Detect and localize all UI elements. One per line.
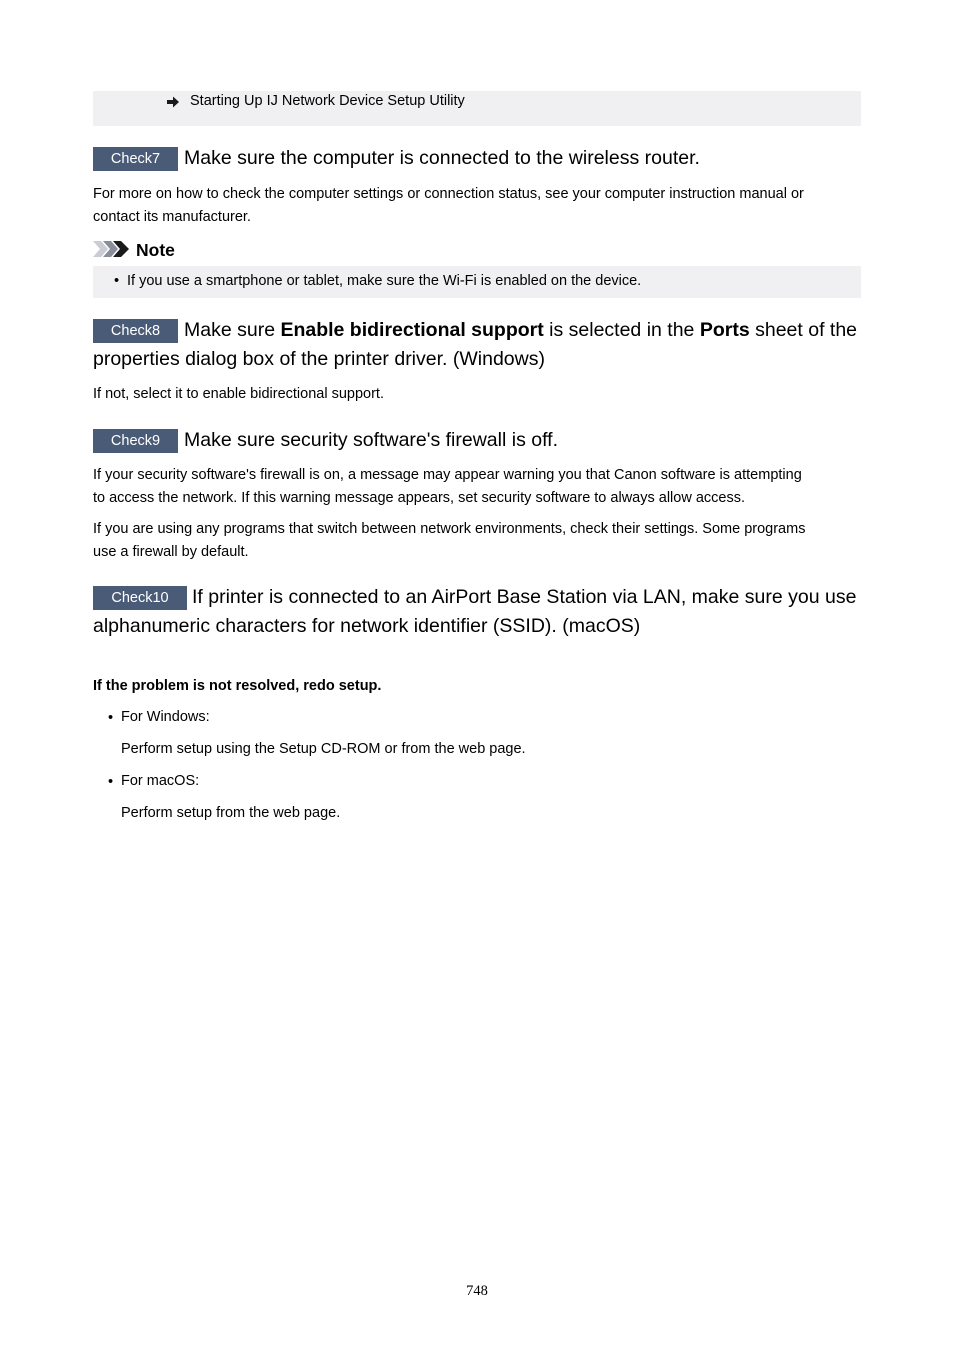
redo-setup-title: If the problem is not resolved, redo setup.: [93, 678, 382, 694]
note-title: Note: [136, 240, 175, 260]
check8-paragraph: If not, select it to enable bidirectional support.: [93, 386, 384, 402]
right-arrow-icon: [166, 95, 180, 109]
check9-badge: Check9: [93, 429, 178, 453]
redo-item-windows-detail: Perform setup using the Setup CD-ROM or from the web page.: [121, 741, 526, 757]
check9-paragraph2-line2: use a firewall by default.: [93, 544, 249, 560]
check9-paragraph2-line1: If you are using any programs that switch between network environments, check their settings. Some programs: [93, 521, 806, 537]
note-text: If you use a smartphone or tablet, make sure the Wi-Fi is enabled on the device.: [127, 273, 642, 289]
check8-heading-part1: Make sure: [184, 319, 281, 341]
redo-item-macos-detail: Perform setup from the web page.: [121, 805, 341, 821]
check9-paragraph1-line2: to access the network. If this warning message appears, set security software to always allow access.: [93, 490, 745, 506]
check9-paragraph1-line1: If your security software's firewall is on, a message may appear warning you that Canon software is attempting: [93, 467, 802, 483]
note-chevrons-icon: [93, 240, 131, 258]
related-link[interactable]: Starting Up IJ Network Device Setup Utility: [190, 93, 465, 109]
check8-heading-part2: is selected in the: [543, 319, 700, 341]
check7-badge: Check7: [93, 147, 178, 171]
check10-badge: Check10: [93, 586, 187, 610]
redo-bullet: •: [108, 710, 114, 726]
redo-bullet: •: [108, 774, 114, 790]
check10-heading-line2: alphanumeric characters for network identifier (SSID). (macOS): [93, 615, 641, 637]
check9-heading: Make sure security software's firewall is off.: [184, 429, 558, 451]
check10-heading-line1: If printer is connected to an AirPort Base Station via LAN, make sure you use: [192, 586, 857, 608]
check7-heading: Make sure the computer is connected to the wireless router.: [184, 147, 700, 169]
check8-heading-line1: [184, 316, 857, 345]
redo-item-windows-label: For Windows:: [121, 709, 210, 725]
check8-heading-part3: sheet of the: [749, 319, 858, 341]
page-number: 748: [466, 1283, 488, 1299]
check8-heading-bold2: Ports: [699, 319, 750, 341]
check8-heading-bold1: Enable bidirectional support: [280, 319, 544, 341]
check7-paragraph-line1: For more on how to check the computer settings or connection status, see your computer instruction manual or: [93, 186, 804, 202]
check7-paragraph-line2: contact its manufacturer.: [93, 209, 251, 225]
note-bullet: •: [114, 273, 120, 289]
redo-item-macos-label: For macOS:: [121, 773, 200, 789]
check8-badge: Check8: [93, 319, 178, 343]
check8-heading-line2: properties dialog box of the printer driver. (Windows): [93, 348, 545, 370]
